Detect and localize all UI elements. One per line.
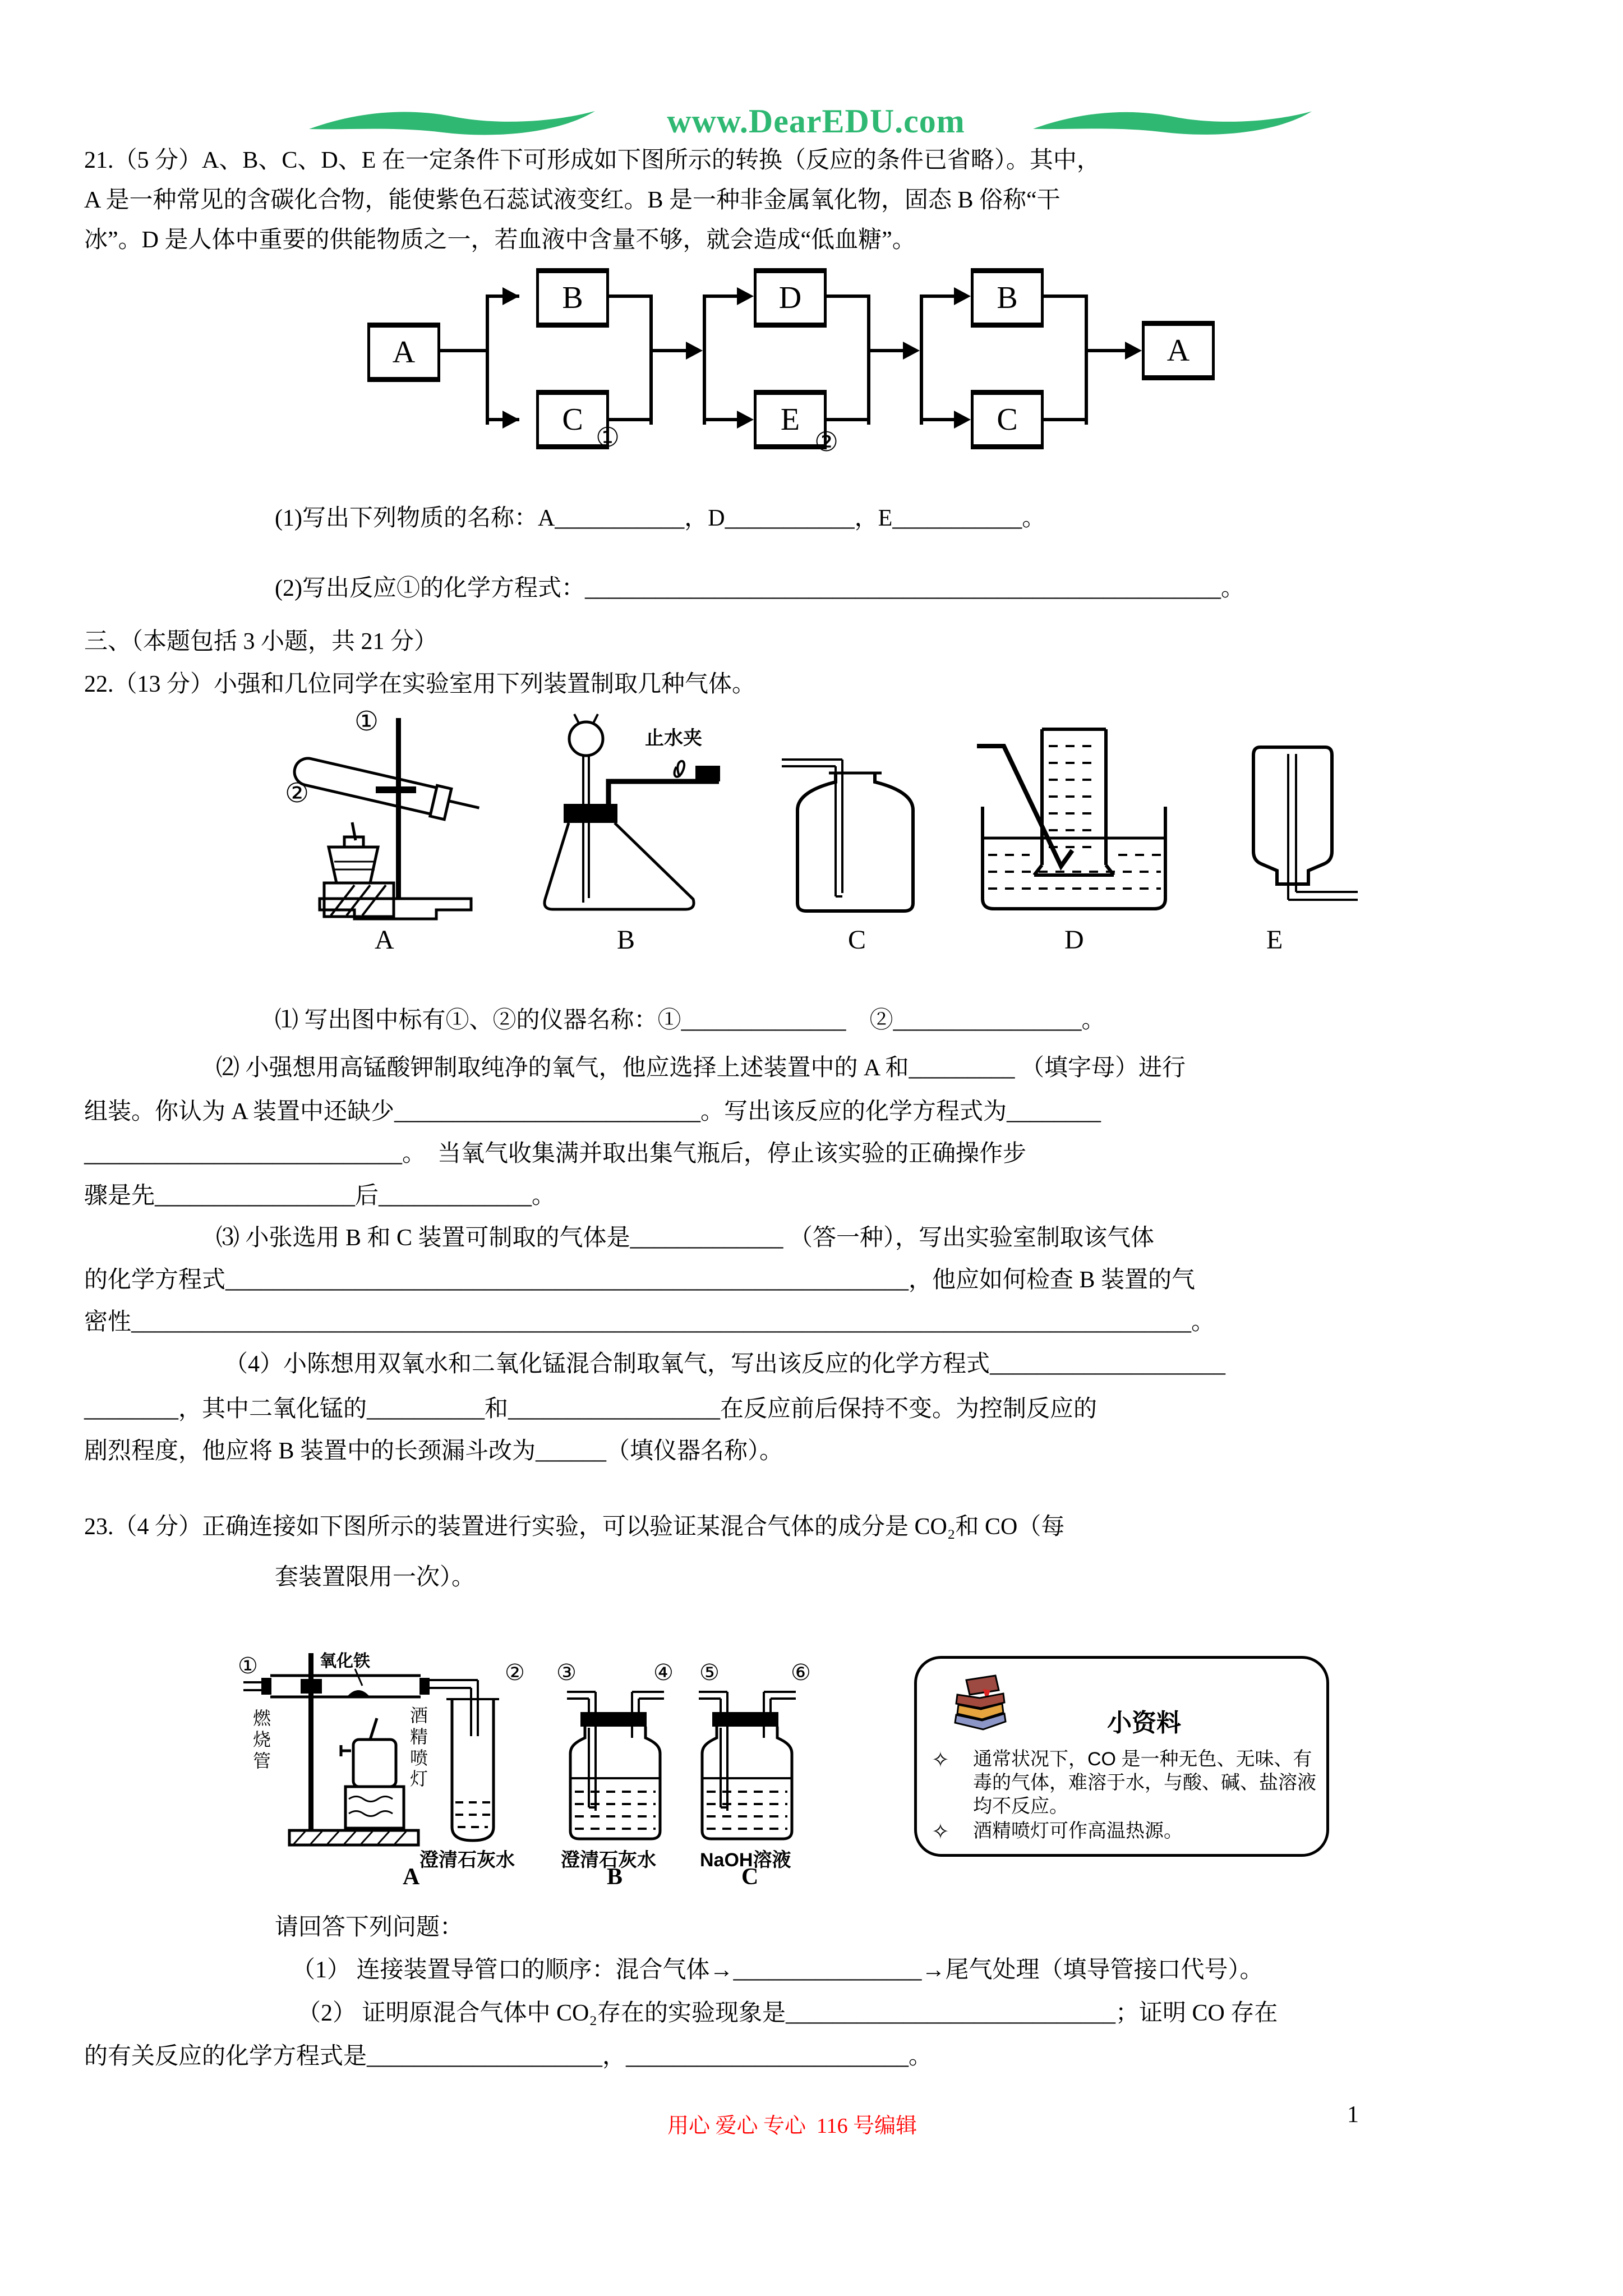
- apparatus-d-sketch: [976, 723, 1172, 916]
- q22-intro: 22.（13 分）小强和几位同学在实验室用下列装置制取几种气体。: [84, 671, 756, 697]
- flow-line: [827, 295, 867, 298]
- footer-slogan: 用心 爱心 专心 116 号编辑: [667, 2114, 917, 2138]
- flow-box-b2: B: [971, 268, 1044, 328]
- flow-line: [703, 295, 706, 425]
- q23-sub-line: （1） 连接装置导管口的顺序：混合气体→________________→尾气处理（填导管接口代号）。: [292, 1957, 1264, 1983]
- arrow-icon: [686, 342, 703, 360]
- flow-line: [870, 349, 903, 352]
- flow-line: [653, 349, 686, 352]
- arrow-icon: [954, 287, 971, 305]
- reaction-2-label: ②: [814, 427, 839, 457]
- apparatus-c-letter: C: [848, 925, 866, 955]
- port-3-label: ③: [556, 1660, 577, 1685]
- q21-sub2: (2)写出反应①的化学方程式：______________________________________________________。: [275, 576, 1244, 601]
- q21-line-2: A 是一种常见的含碳化合物，能使紫色石蕊试液变红。B 是一种非金属氧化物，固态 B 俗称“干: [84, 187, 1061, 213]
- arrow-icon: [502, 287, 519, 305]
- flow-line: [923, 295, 954, 298]
- flow-box-b1: B: [536, 268, 609, 328]
- flow-box-a-left: A: [367, 323, 440, 382]
- arrow-icon: [954, 411, 971, 429]
- flow-line: [867, 295, 870, 425]
- port-6-label: ⑥: [791, 1660, 811, 1685]
- flow-line: [920, 295, 923, 425]
- instrument-2-label: ②: [285, 779, 310, 808]
- q22-sub-line: 组装。你认为 A 装置中还缺少__________________________。写出该反应的化学方程式为________: [84, 1099, 1101, 1125]
- q22-sub-line: ________，其中二氧化锰的__________和__________________在反应前后保持不变。为控制反应的: [84, 1396, 1098, 1422]
- apparatus-a-letter: A: [375, 925, 394, 955]
- q23-line-2: 套装置限用一次）。: [275, 1565, 476, 1590]
- flow-box-c2: C: [971, 390, 1044, 449]
- instrument-1-label: ①: [354, 707, 379, 737]
- q23-letter-a: A: [403, 1864, 420, 1890]
- flow-line: [649, 295, 653, 425]
- arrow-icon: [1125, 342, 1142, 360]
- logo-swoosh-left-icon: [308, 108, 597, 137]
- info-item-1: 通常状况下，CO 是一种无色、无味、有毒的气体，难溶于水，与酸、碱、盐溶液均不反应。: [973, 1749, 1316, 1818]
- limewater-a-label: 澄清石灰水: [419, 1849, 515, 1871]
- info-box-title: 小资料: [1107, 1709, 1181, 1737]
- q23-sub-line: （2） 证明原混合气体中 CO₂存在的实验现象是____________________________；证明 CO 存在: [297, 2000, 1278, 2026]
- q23-combustion-setup-sketch: [236, 1652, 550, 1848]
- arrow-icon: [502, 411, 519, 429]
- iron-oxide-label: 氧化铁: [320, 1652, 370, 1671]
- reaction-1-label: ①: [596, 423, 620, 453]
- port-5-label: ⑤: [699, 1660, 720, 1685]
- info-item-2: 酒精喷灯可作高温热源。: [973, 1820, 1183, 1842]
- q21-line-1: 21.（5 分）A、B、C、D、E 在一定条件下可形成如下图所示的转换（反应的条件已省略）。其中，: [84, 148, 1100, 173]
- flow-line: [1085, 295, 1088, 425]
- diamond-bullet-icon: ✧: [932, 1819, 949, 1844]
- flow-line: [706, 295, 737, 298]
- flow-line: [1044, 418, 1085, 421]
- flow-line: [1044, 295, 1085, 298]
- q22-sub-line: 密性__________________________________________________________________________________________。: [84, 1309, 1215, 1335]
- burn-tube-label: 燃烧管: [252, 1708, 271, 1771]
- q22-sub-line: ⑴ 写出图中标有①、②的仪器名称：①______________ ②________________。: [275, 1007, 1105, 1033]
- q23-bottle-b-sketch: [564, 1684, 667, 1844]
- section-heading: 三、（本题包括 3 小题，共 21 分）: [84, 629, 438, 655]
- logo-swoosh-right-icon: [1032, 108, 1314, 137]
- flow-line: [440, 349, 486, 352]
- flow-line: [706, 418, 737, 421]
- flow-box-c1: C: [536, 390, 609, 449]
- flow-box-d: D: [754, 268, 827, 328]
- port-1-label: ①: [238, 1653, 258, 1678]
- q23-bottle-c-sketch: [695, 1684, 799, 1844]
- q21-sub1: (1)写出下列物质的名称：A___________，D___________，E___________。: [275, 505, 1046, 531]
- port-2-label: ②: [505, 1660, 525, 1685]
- apparatus-b-letter: B: [617, 925, 635, 955]
- flow-line: [1088, 349, 1125, 352]
- apparatus-c-sketch: [780, 747, 931, 918]
- diamond-bullet-icon: ✧: [932, 1747, 949, 1772]
- limewater-b-label: 澄清石灰水: [561, 1849, 656, 1871]
- flow-line: [923, 418, 954, 421]
- blast-lamp-label: 酒精喷灯: [409, 1705, 428, 1789]
- q23-line-1: 23.（4 分）正确连接如下图所示的装置进行实验，可以验证某混合气体的成分是 CO₂和 CO（每: [84, 1514, 1065, 1540]
- info-box: [914, 1656, 1329, 1857]
- q22-sub-line: 的化学方程式__________________________________________________________，他应如何检查 B 装置的气: [84, 1267, 1196, 1293]
- stop-clamp-label: 止水夹: [645, 728, 702, 749]
- flow-box-e: E: [754, 390, 827, 449]
- q22-sub-line: ___________________________。 当氧气收集满并取出集气瓶后，停止该实验的正确操作步: [84, 1141, 1027, 1167]
- q22-sub-line: 骤是先_________________后_____________。: [84, 1183, 556, 1209]
- site-logo: www.DearEDU.com: [667, 103, 965, 140]
- naoh-label: NaOH溶液: [700, 1849, 791, 1871]
- arrow-icon: [737, 411, 754, 429]
- q23-letter-b: B: [607, 1864, 623, 1890]
- apparatus-d-letter: D: [1064, 925, 1084, 955]
- apparatus-a-sketch: [286, 702, 494, 927]
- port-4-label: ④: [653, 1660, 674, 1685]
- page-number: 1: [1347, 2102, 1359, 2128]
- flow-line: [609, 418, 649, 421]
- arrow-icon: [737, 287, 754, 305]
- q21-line-3: 冰”。D 是人体中重要的供能物质之一，若血液中含量不够，就会造成“低血糖”。: [84, 227, 916, 253]
- arrow-icon: [903, 342, 920, 360]
- apparatus-e-sketch: [1225, 742, 1360, 917]
- apparatus-e-letter: E: [1266, 925, 1283, 955]
- flow-line: [609, 295, 649, 298]
- flow-line: [827, 418, 867, 421]
- flow-box-a-right: A: [1142, 321, 1215, 380]
- q23-sub-line: 的有关反应的化学方程式是____________________，________________________。: [84, 2044, 933, 2069]
- flow-line: [486, 295, 489, 425]
- q23-prompt: 请回答下列问题：: [275, 1915, 464, 1940]
- q22-sub-line: ⑶ 小张选用 B 和 C 装置可制取的气体是_____________ （答一种），写出实验室制取该气体: [216, 1225, 1155, 1251]
- q23-letter-c: C: [741, 1864, 759, 1890]
- q22-sub-line: （4）小陈想用双氧水和二氧化锰混合制取氧气，写出该反应的化学方程式____________________: [224, 1351, 1226, 1377]
- q22-sub-line: 剧烈程度，他应将 B 装置中的长颈漏斗改为______（填仪器名称）。: [84, 1438, 783, 1464]
- q22-sub-line: ⑵ 小强想用高锰酸钾制取纯净的氧气，他应选择上述装置中的 A 和_________ （填字母）进行: [216, 1055, 1186, 1081]
